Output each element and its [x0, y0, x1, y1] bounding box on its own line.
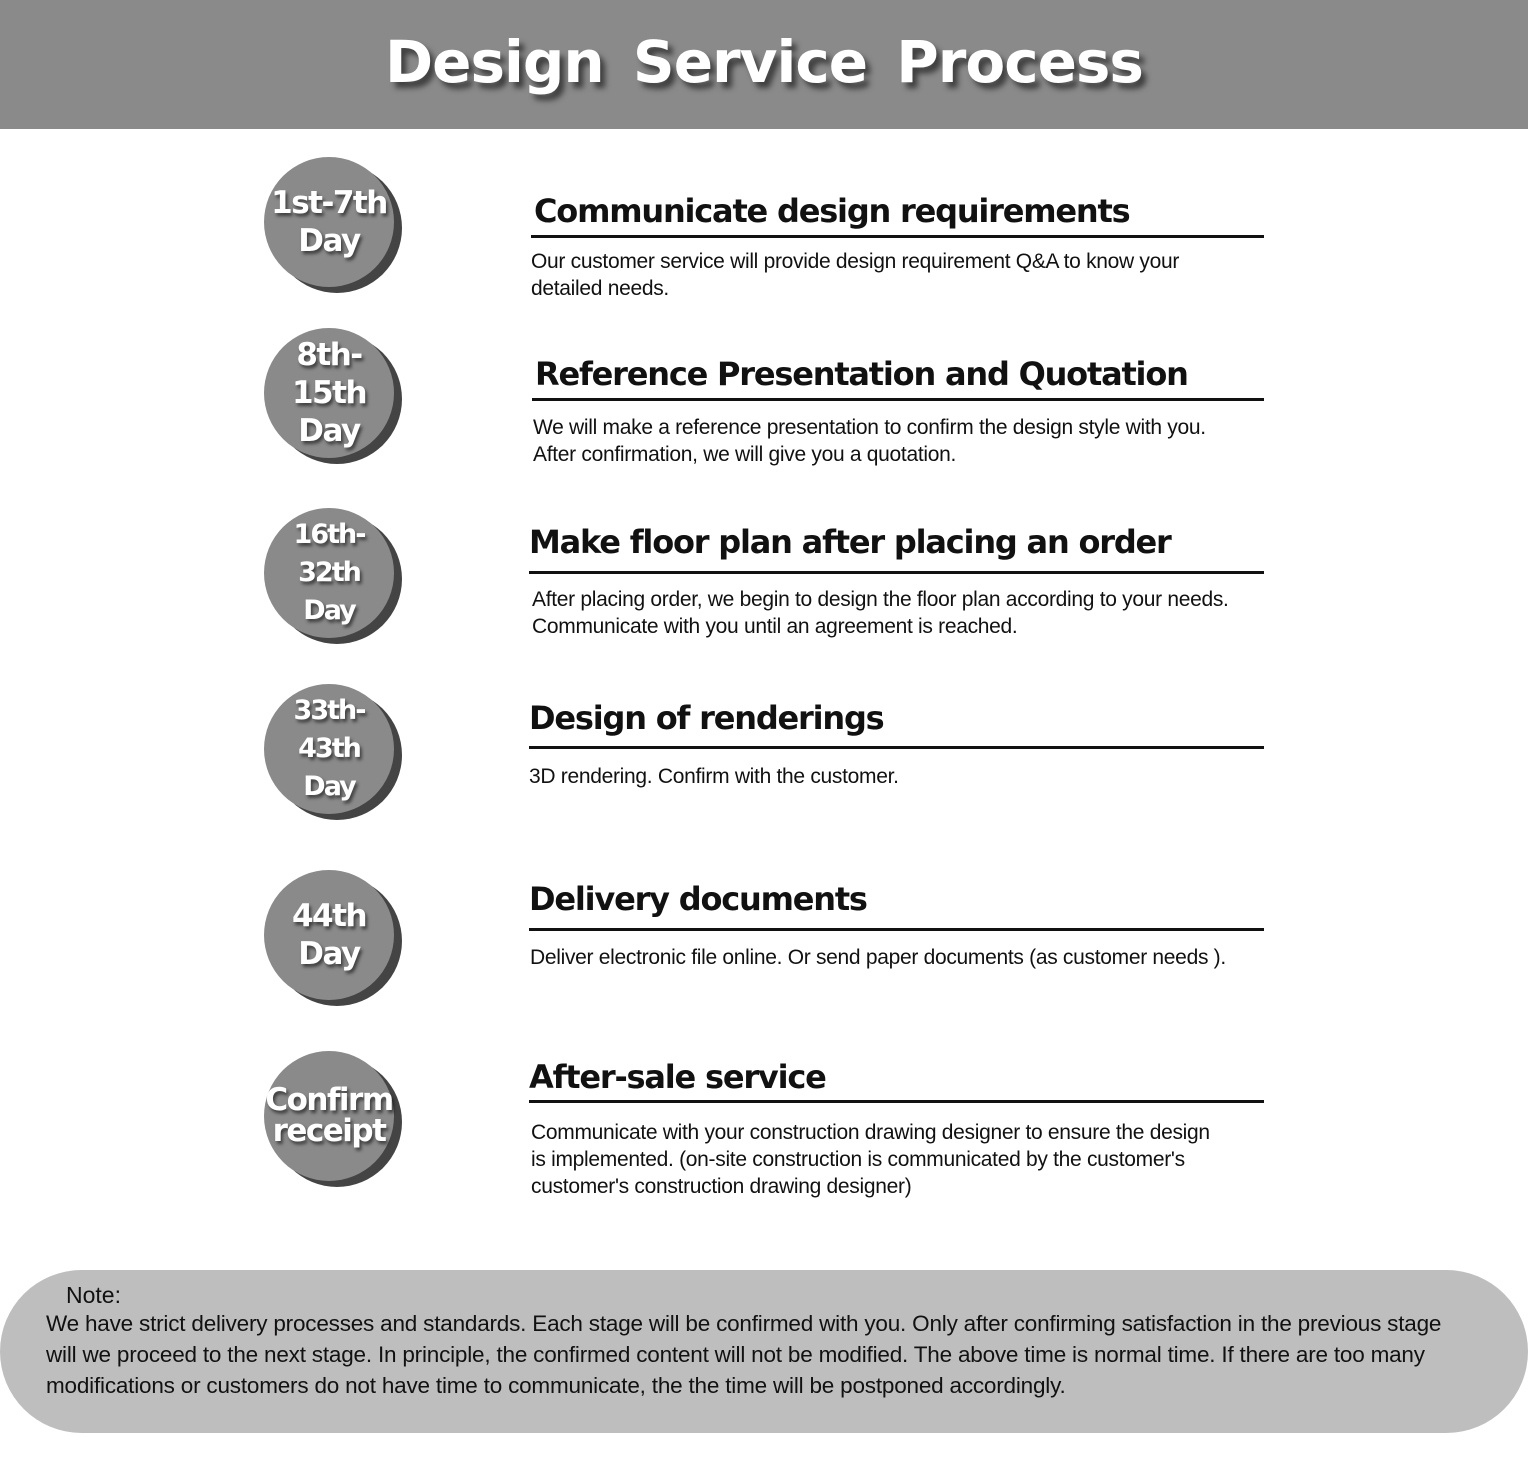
step-badge	[264, 157, 394, 287]
step-badge	[264, 1051, 394, 1181]
step-divider	[529, 1100, 1264, 1103]
step-divider	[529, 746, 1264, 749]
step-description: Our customer service will provide design requirement Q&A to know your detailed needs.	[531, 250, 1180, 300]
header-banner	[0, 0, 1528, 129]
step-badge	[264, 328, 394, 458]
step-badge	[264, 684, 394, 814]
step-badge-label: 16th-32th Day	[293, 519, 365, 626]
step-description: We will make a reference presentation to confirm the design style with you. After confirmation, we will give you a quotation.	[533, 416, 1206, 466]
step-badge-label: 1st-7th Day	[271, 185, 387, 259]
step-badge-label: 33th-43th Day	[293, 695, 365, 802]
step-badge-label: Confirm receipt	[265, 1082, 393, 1149]
step-divider	[529, 928, 1264, 931]
page-title: Design Service Process	[385, 28, 1143, 96]
step-badge	[264, 508, 394, 638]
step-title: Reference Presentation and Quotation	[535, 355, 1188, 393]
step-description: After placing order, we begin to design the floor plan according to your needs. Communicate with you until an agreement is reached.	[532, 588, 1229, 638]
step-title: Make floor plan after placing an order	[529, 523, 1171, 561]
step-title: Delivery documents	[529, 880, 867, 918]
step-divider	[532, 398, 1264, 401]
step-badge-label: 44th Day	[291, 898, 367, 972]
step-description: 3D rendering. Confirm with the customer.	[529, 765, 899, 788]
note-text: We have strict delivery processes and standards. Each stage will be confirmed with you. Only after confirming satisfaction in the previous stage will we proceed to the next stage. In principle, the confirmed content will not be modified. The above time is normal time. If there are too many modifications or customers do not have time to communicate, the the time will be postponed accordingly.	[46, 1311, 1442, 1398]
step-badge	[264, 870, 394, 1000]
note-box	[0, 1270, 1528, 1433]
note-label: Note:	[66, 1282, 121, 1308]
step-description: Deliver electronic file online. Or send paper documents (as customer needs ).	[530, 946, 1226, 969]
step-divider	[531, 235, 1264, 238]
step-divider	[529, 571, 1264, 574]
step-title: Communicate design requirements	[534, 192, 1130, 230]
step-title: After-sale service	[529, 1058, 826, 1096]
step-title: Design of renderings	[529, 699, 884, 737]
step-description: Communicate with your construction drawing designer to ensure the design is implemented. (on-site construction is communicated by the customer's customer's construction drawing designer)	[531, 1121, 1210, 1198]
step-badge-label: 8th-15th Day	[291, 337, 367, 449]
